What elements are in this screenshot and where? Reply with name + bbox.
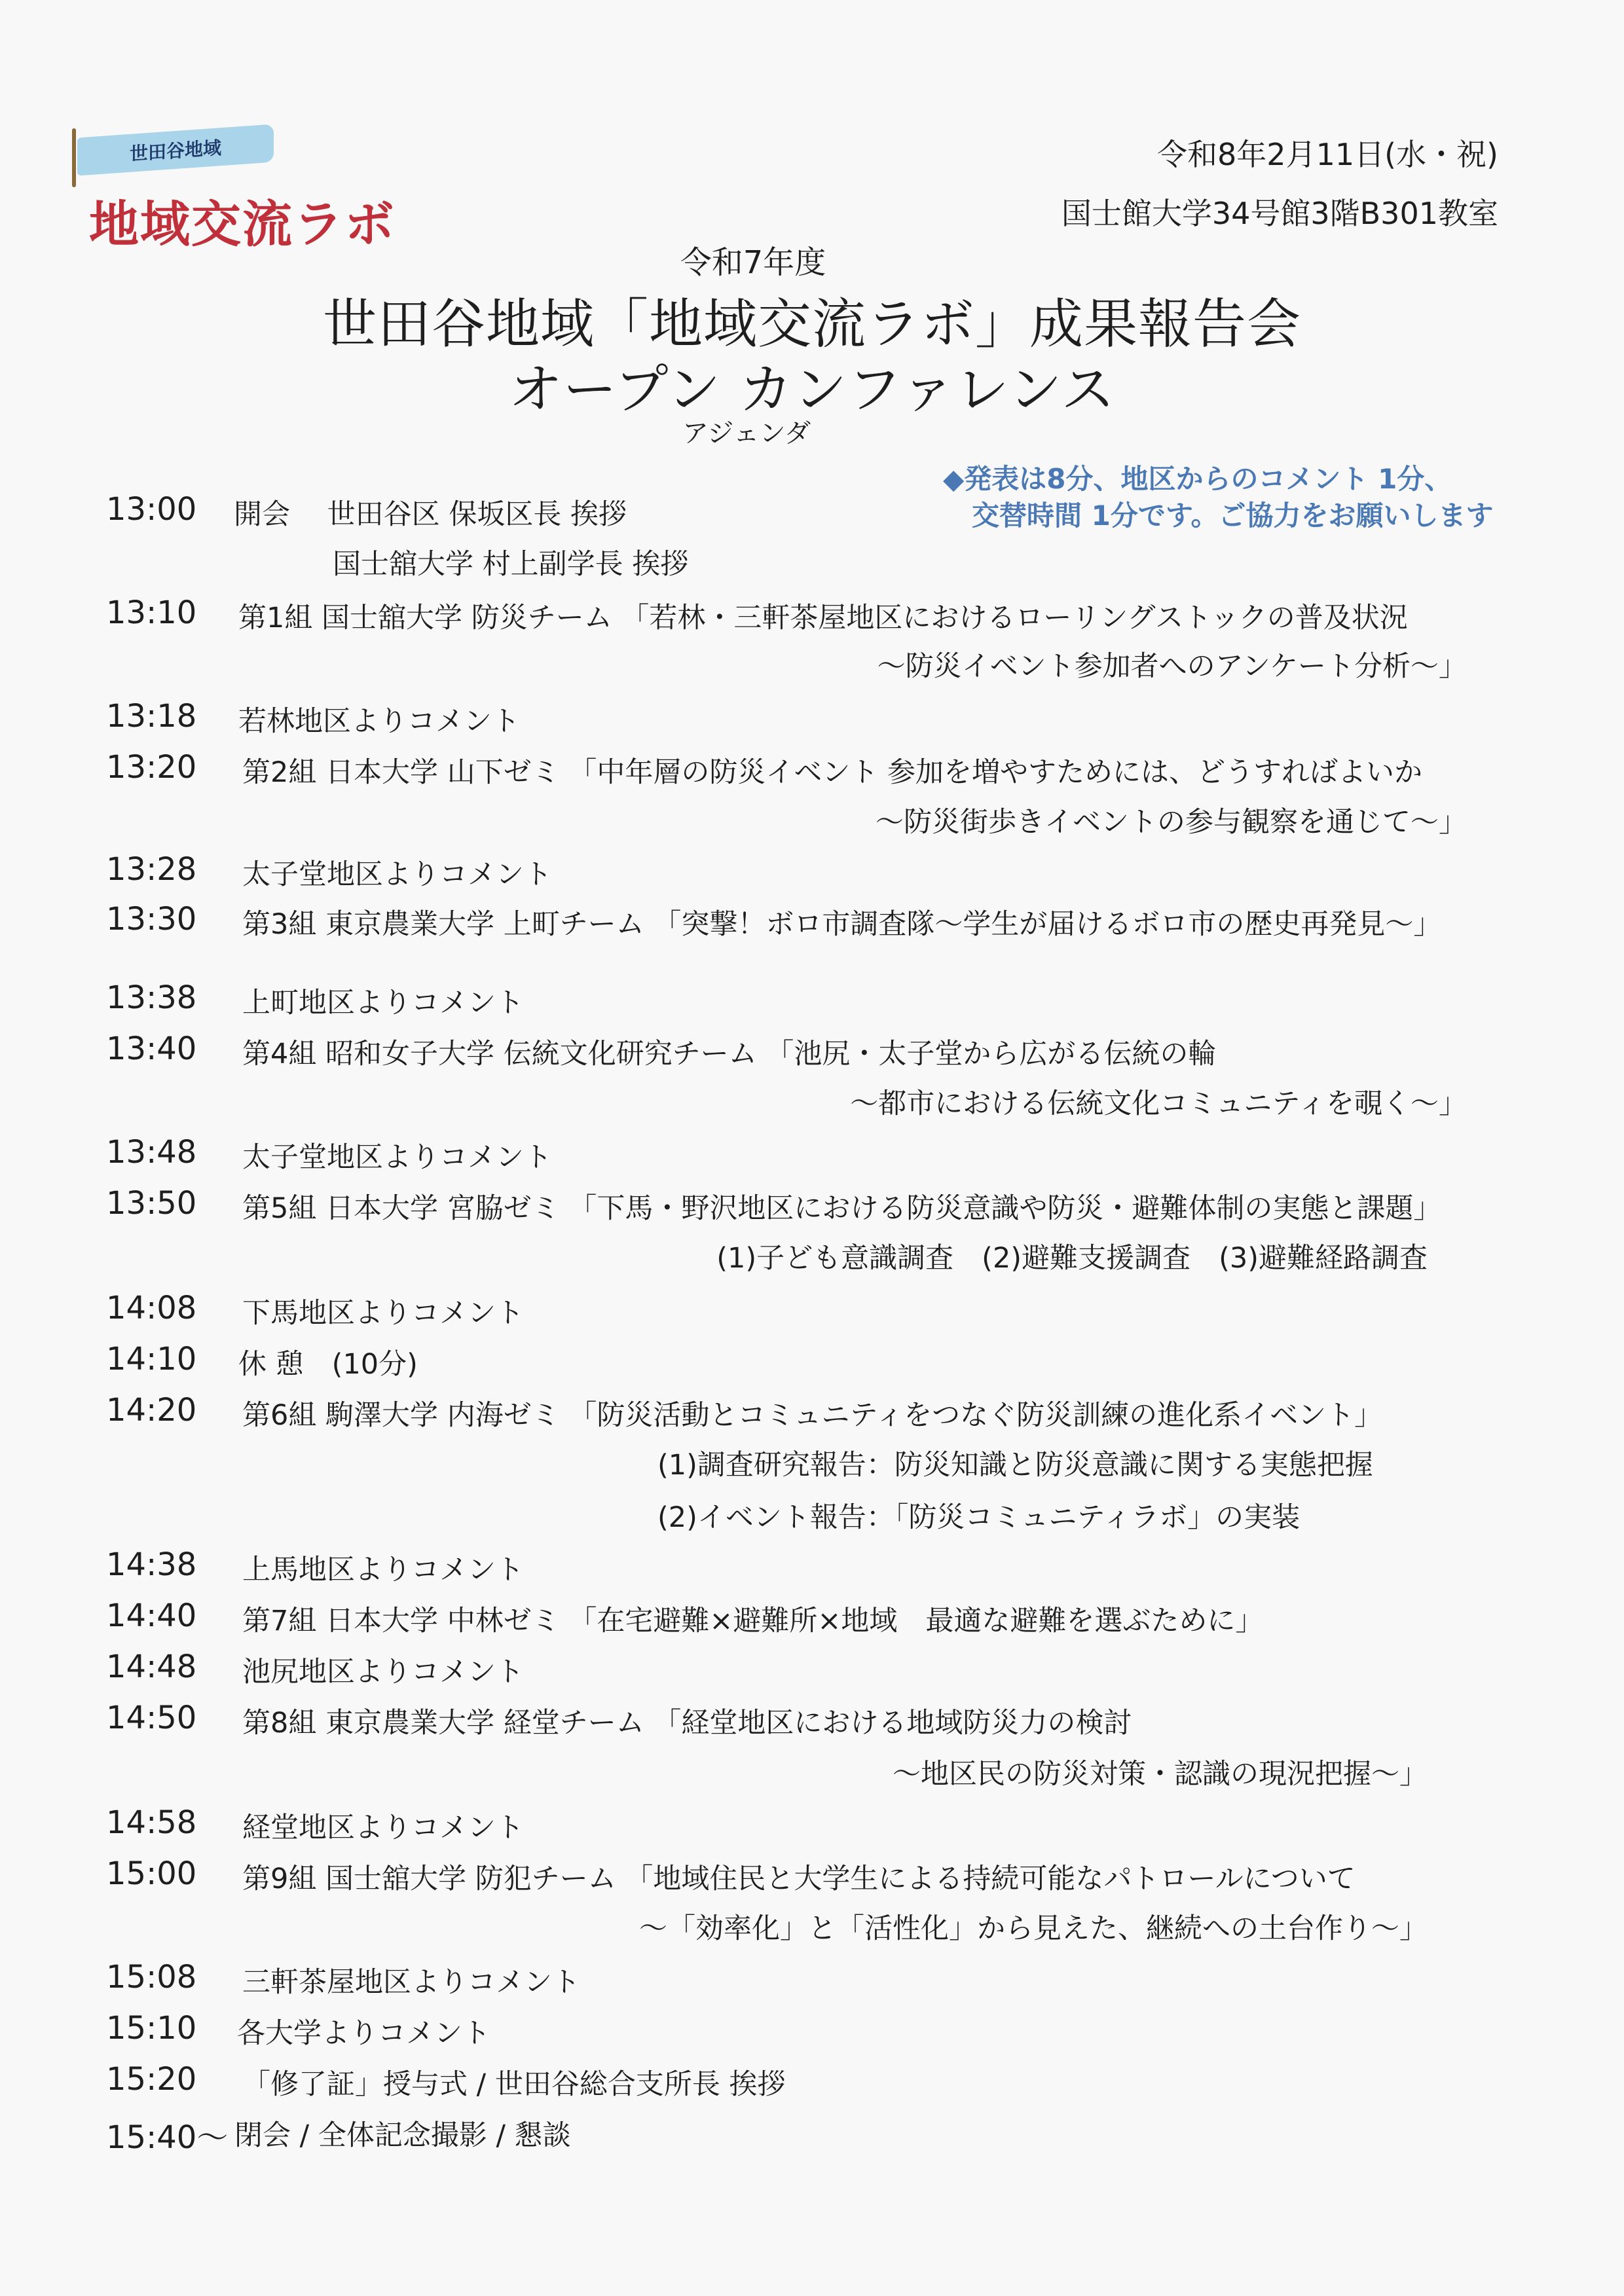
agenda-time: 14:40 bbox=[106, 1597, 197, 1634]
presentation-note bbox=[943, 461, 1532, 534]
agenda-time: 13:00 bbox=[106, 491, 197, 528]
agenda-continuation: ～「効率化」と「活性化」から見えた、継続への土台作り～」 bbox=[639, 1912, 1428, 1945]
agenda-text: 開会 世田谷区 保坂区長 挨拶 bbox=[234, 498, 627, 531]
agenda-continuation: (1)子ども意識調査 (2)避難支援調査 (3)避難経路調査 bbox=[716, 1242, 1428, 1275]
agenda-text: 第5組 日本大学 宮脇ゼミ 「下馬・野沢地区における防災意識や防災・避難体制の実態と課題」 bbox=[242, 1192, 1442, 1225]
agenda-time: 13:10 bbox=[106, 594, 197, 631]
agenda-time: 13:30 bbox=[106, 901, 197, 938]
logo-flag-text: 世田谷地域 bbox=[129, 137, 221, 165]
agenda-time: 14:58 bbox=[106, 1804, 197, 1841]
flag-pole-icon bbox=[72, 128, 76, 187]
agenda-text: 第8組 東京農業大学 経堂チーム 「経堂地区における地域防災力の検討 bbox=[242, 1707, 1132, 1740]
agenda-text: 上馬地区よりコメント bbox=[242, 1554, 524, 1586]
agenda-continuation: 国士舘大学 村上副学長 挨拶 bbox=[333, 548, 689, 581]
logo bbox=[65, 124, 432, 253]
agenda-time: 14:08 bbox=[106, 1290, 197, 1326]
agenda-text: 太子堂地区よりコメント bbox=[242, 1141, 552, 1174]
agenda-text: 休 憩 (10分) bbox=[238, 1348, 418, 1381]
agenda-text: 第2組 日本大学 山下ゼミ 「中年層の防災イベント 参加を増やすためには、どうすればよいか bbox=[242, 756, 1423, 789]
agenda-text: 第6組 駒澤大学 内海ゼミ 「防災活動とコミュニティをつなぐ防災訓練の進化系イベント」 bbox=[242, 1399, 1383, 1432]
agenda-time: 14:20 bbox=[106, 1392, 197, 1429]
page-title: 世田谷地域「地域交流ラボ」成果報告会 bbox=[322, 293, 1301, 355]
agenda-time: 15:00 bbox=[106, 1855, 197, 1892]
agenda-time: 13:18 bbox=[106, 698, 197, 735]
agenda-time: 13:48 bbox=[106, 1134, 197, 1171]
agenda-time: 13:40 bbox=[106, 1030, 197, 1067]
agenda-time: 15:10 bbox=[106, 2010, 197, 2047]
agenda-time: 14:50 bbox=[106, 1700, 197, 1736]
agenda-text: 閉会 / 全体記念撮影 / 懇談 bbox=[234, 2119, 571, 2152]
note-line-2: 交替時間 1分です。ご協力をお願いします bbox=[972, 500, 1494, 532]
agenda-text: 第7組 日本大学 中林ゼミ 「在宅避難×避難所×地域 最適な避難を選ぶために」 bbox=[242, 1605, 1264, 1637]
agenda-text: 経堂地区よりコメント bbox=[242, 1812, 524, 1844]
agenda-continuation: (1)調査研究報告：防災知識と防災意識に関する実態把握 bbox=[657, 1449, 1373, 1482]
agenda-time: 14:48 bbox=[106, 1649, 197, 1685]
agenda-continuation: ～地区民の防災対策・認識の現況把握～」 bbox=[893, 1758, 1428, 1791]
note-line-1: ◆発表は8分、地区からのコメント 1分、 bbox=[943, 463, 1452, 495]
agenda-time: 14:38 bbox=[106, 1546, 197, 1583]
agenda-time: 14:10 bbox=[106, 1341, 197, 1377]
agenda-time: 13:20 bbox=[106, 749, 197, 786]
agenda-text: 池尻地区よりコメント bbox=[242, 1656, 524, 1688]
agenda-text: 下馬地区よりコメント bbox=[242, 1297, 524, 1330]
agenda-continuation: ～都市における伝統文化コミュニティを覗く～」 bbox=[850, 1087, 1467, 1120]
agenda-continuation: ～防災イベント参加者へのアンケート分析～」 bbox=[877, 650, 1467, 683]
agenda-text: 三軒茶屋地区よりコメント bbox=[242, 1966, 580, 1999]
agenda-text: 第3組 東京農業大学 上町チーム 「突撃！ボロ市調査隊～学生が届けるボロ市の歴史再発見～」 bbox=[242, 908, 1442, 941]
agenda-text: 若林地区よりコメント bbox=[238, 705, 520, 738]
agenda-text: 太子堂地区よりコメント bbox=[242, 858, 552, 891]
agenda-time: 15:20 bbox=[106, 2061, 197, 2098]
agenda-text: 第9組 国士舘大学 防犯チーム 「地域住民と大学生による持続可能なパトロールについて bbox=[242, 1863, 1356, 1895]
agenda-continuation: ～防災街歩きイベントの参与観察を通じて～」 bbox=[876, 806, 1467, 839]
agenda-time: 13:50 bbox=[106, 1185, 197, 1222]
fiscal-year: 令和7年度 bbox=[680, 244, 826, 281]
logo-flag bbox=[77, 124, 274, 176]
agenda-text: 上町地区よりコメント bbox=[242, 987, 524, 1019]
agenda-text: 第1組 国士舘大学 防災チーム 「若林・三軒茶屋地区におけるローリングストックの普及状況 bbox=[238, 602, 1408, 634]
agenda-text: 「修了証」授与式 / 世田谷総合支所長 挨拶 bbox=[242, 2068, 786, 2101]
agenda-time: 15:40～ bbox=[106, 2119, 229, 2156]
agenda-text: 第4組 昭和女子大学 伝統文化研究チーム 「池尻・太子堂から広がる伝統の輪 bbox=[242, 1038, 1217, 1070]
agenda-text: 各大学よりコメント bbox=[237, 2017, 490, 2050]
event-date: 令和8年2月11日(水・祝) bbox=[1157, 137, 1498, 172]
agenda-time: 13:38 bbox=[106, 979, 197, 1016]
agenda-time: 15:08 bbox=[106, 1959, 197, 1995]
page-subtitle: オープン カンファレンス bbox=[508, 359, 1116, 421]
logo-name: 地域交流ラボ bbox=[89, 195, 396, 253]
agenda-time: 13:28 bbox=[106, 851, 197, 888]
event-venue: 国士館大学34号館3階B301教室 bbox=[1061, 196, 1498, 231]
agenda-continuation: (2)イベント報告：「防災コミュニティラボ」の実装 bbox=[657, 1501, 1301, 1534]
agenda-label: アジェンダ bbox=[682, 418, 811, 448]
